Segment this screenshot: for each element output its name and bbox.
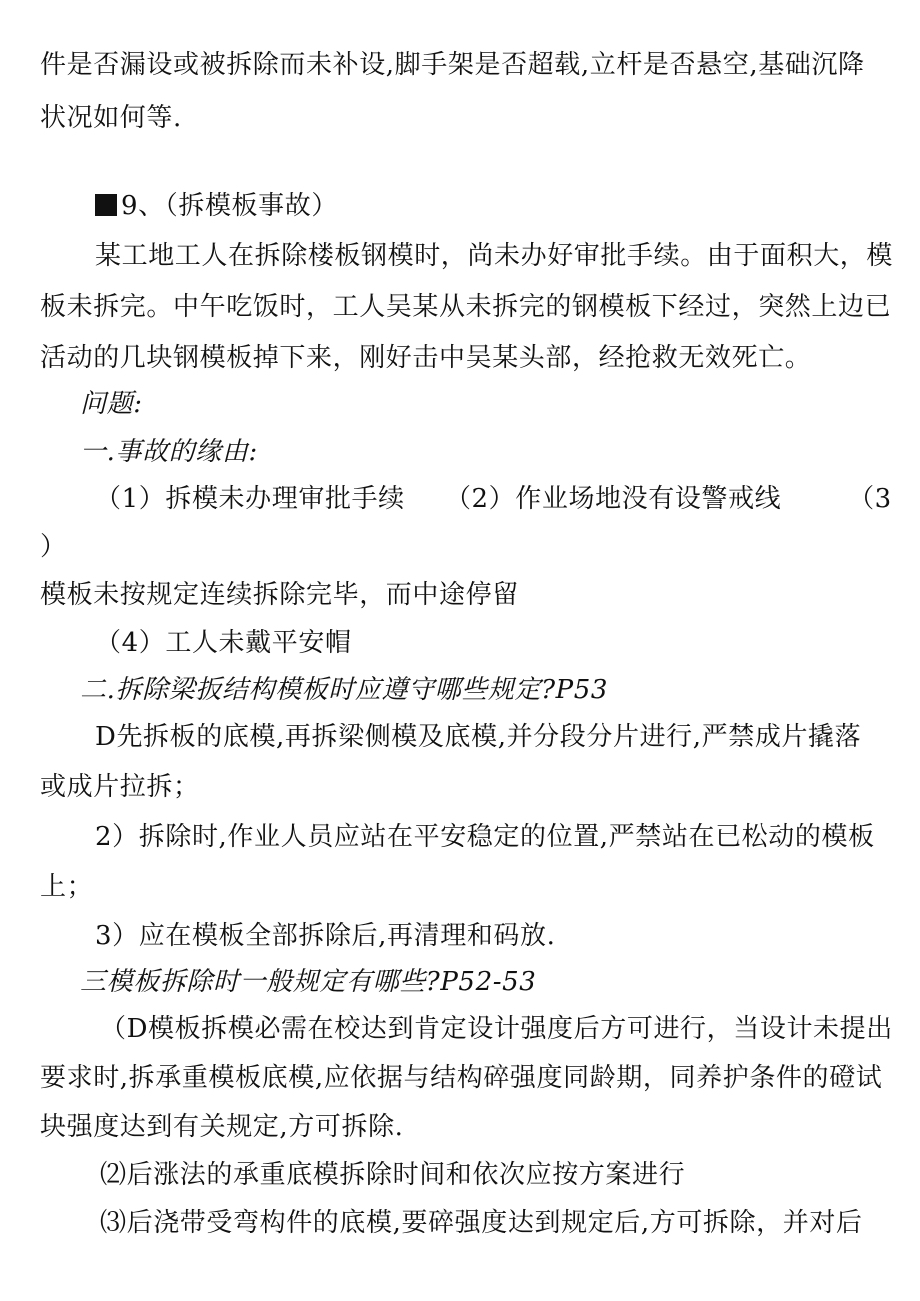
- text-line: [40, 532, 67, 562]
- text-line-content: ⑵后涨法的承重底模拆除时间和依次应按方案进行: [100, 1160, 686, 1190]
- square-bullet-icon: [95, 194, 117, 216]
- text-line-content: 3）应在模板全部拆除后,再清理和码放.: [95, 921, 556, 951]
- text-line: [80, 967, 536, 997]
- text-line-content: D先拆板的底模,再拆梁侧模及底模,并分段分片进行,严禁成片撬落: [95, 722, 862, 752]
- text-line-content: 三模板拆除时一般规定有哪些?P52-53: [80, 967, 537, 997]
- text-line: [40, 1063, 882, 1093]
- text-line-content: 块强度达到有关规定,方可拆除.: [40, 1112, 404, 1142]
- text-line-content: 模板未按规定连续拆除完毕，而中途停留: [40, 580, 519, 610]
- text-line-content: 二.拆除梁扳结构模板时应遵守哪些规定?P53: [80, 675, 608, 705]
- text-line: [95, 822, 875, 852]
- text-line-content: （1）拆模未办理审批手续 （2）作业场地没有设警戒线 （3: [95, 484, 892, 514]
- text-line: [95, 191, 338, 221]
- text-line-content: ）: [40, 532, 67, 562]
- text-line-content: 2）拆除时,作业人员应站在平安稳定的位置,严禁站在已松动的模板: [95, 822, 875, 852]
- text-line: [100, 1160, 685, 1190]
- text-line: [40, 1112, 404, 1142]
- text-line-content: 活动的几块钢模板掉下来，刚好击中吴某头部，经抢救无效死亡。: [40, 343, 812, 373]
- text-line: [80, 437, 258, 467]
- text-line: [40, 103, 182, 133]
- text-line-content: 上；: [40, 872, 94, 902]
- text-line-content: （D模板拆模必需在校达到肯定设计强度后方可进行，当设计未提出: [100, 1014, 893, 1044]
- text-line: [80, 389, 143, 419]
- text-line-content: ⑶后浇带受弯构件的底模,要碎强度达到规定后,方可拆除，并对后: [100, 1208, 863, 1238]
- text-line-content: 一.事故的缘由:: [80, 437, 258, 467]
- text-line: [40, 343, 811, 373]
- text-line-content: 9、（拆模板事故）: [121, 191, 338, 221]
- text-line: [95, 722, 861, 752]
- text-line: [100, 1208, 863, 1238]
- text-line: [100, 1014, 893, 1044]
- text-line: [95, 241, 893, 271]
- text-line-content: 状况如何等.: [40, 103, 182, 133]
- text-line: [95, 628, 352, 658]
- text-line-content: 板未拆完。中午吃饭时，工人吴某从未拆完的钢模板下经过，突然上边已: [40, 292, 892, 322]
- text-line-content: 或成片拉拆；: [40, 772, 200, 802]
- text-line: [40, 872, 93, 902]
- text-line-content: （4）工人未戴平安帽: [95, 628, 352, 658]
- text-line: [40, 580, 519, 610]
- text-line-content: 要求时,拆承重模板底模,应依据与结构碎强度同龄期，同养护条件的磴试: [40, 1063, 883, 1093]
- text-line: [95, 484, 892, 514]
- text-line: [80, 675, 608, 705]
- text-line-content: 某工地工人在拆除楼板钢模时，尚未办好审批手续。由于面积大，模: [95, 241, 894, 271]
- text-line: [40, 292, 891, 322]
- text-line-content: 件是否漏设或被拆除而未补设,脚手架是否超载,立杆是否悬空,基础沉降: [40, 50, 865, 80]
- text-line-content: 问题:: [80, 389, 143, 419]
- text-line: [40, 772, 200, 802]
- text-line: [40, 50, 865, 80]
- text-line: [95, 921, 555, 951]
